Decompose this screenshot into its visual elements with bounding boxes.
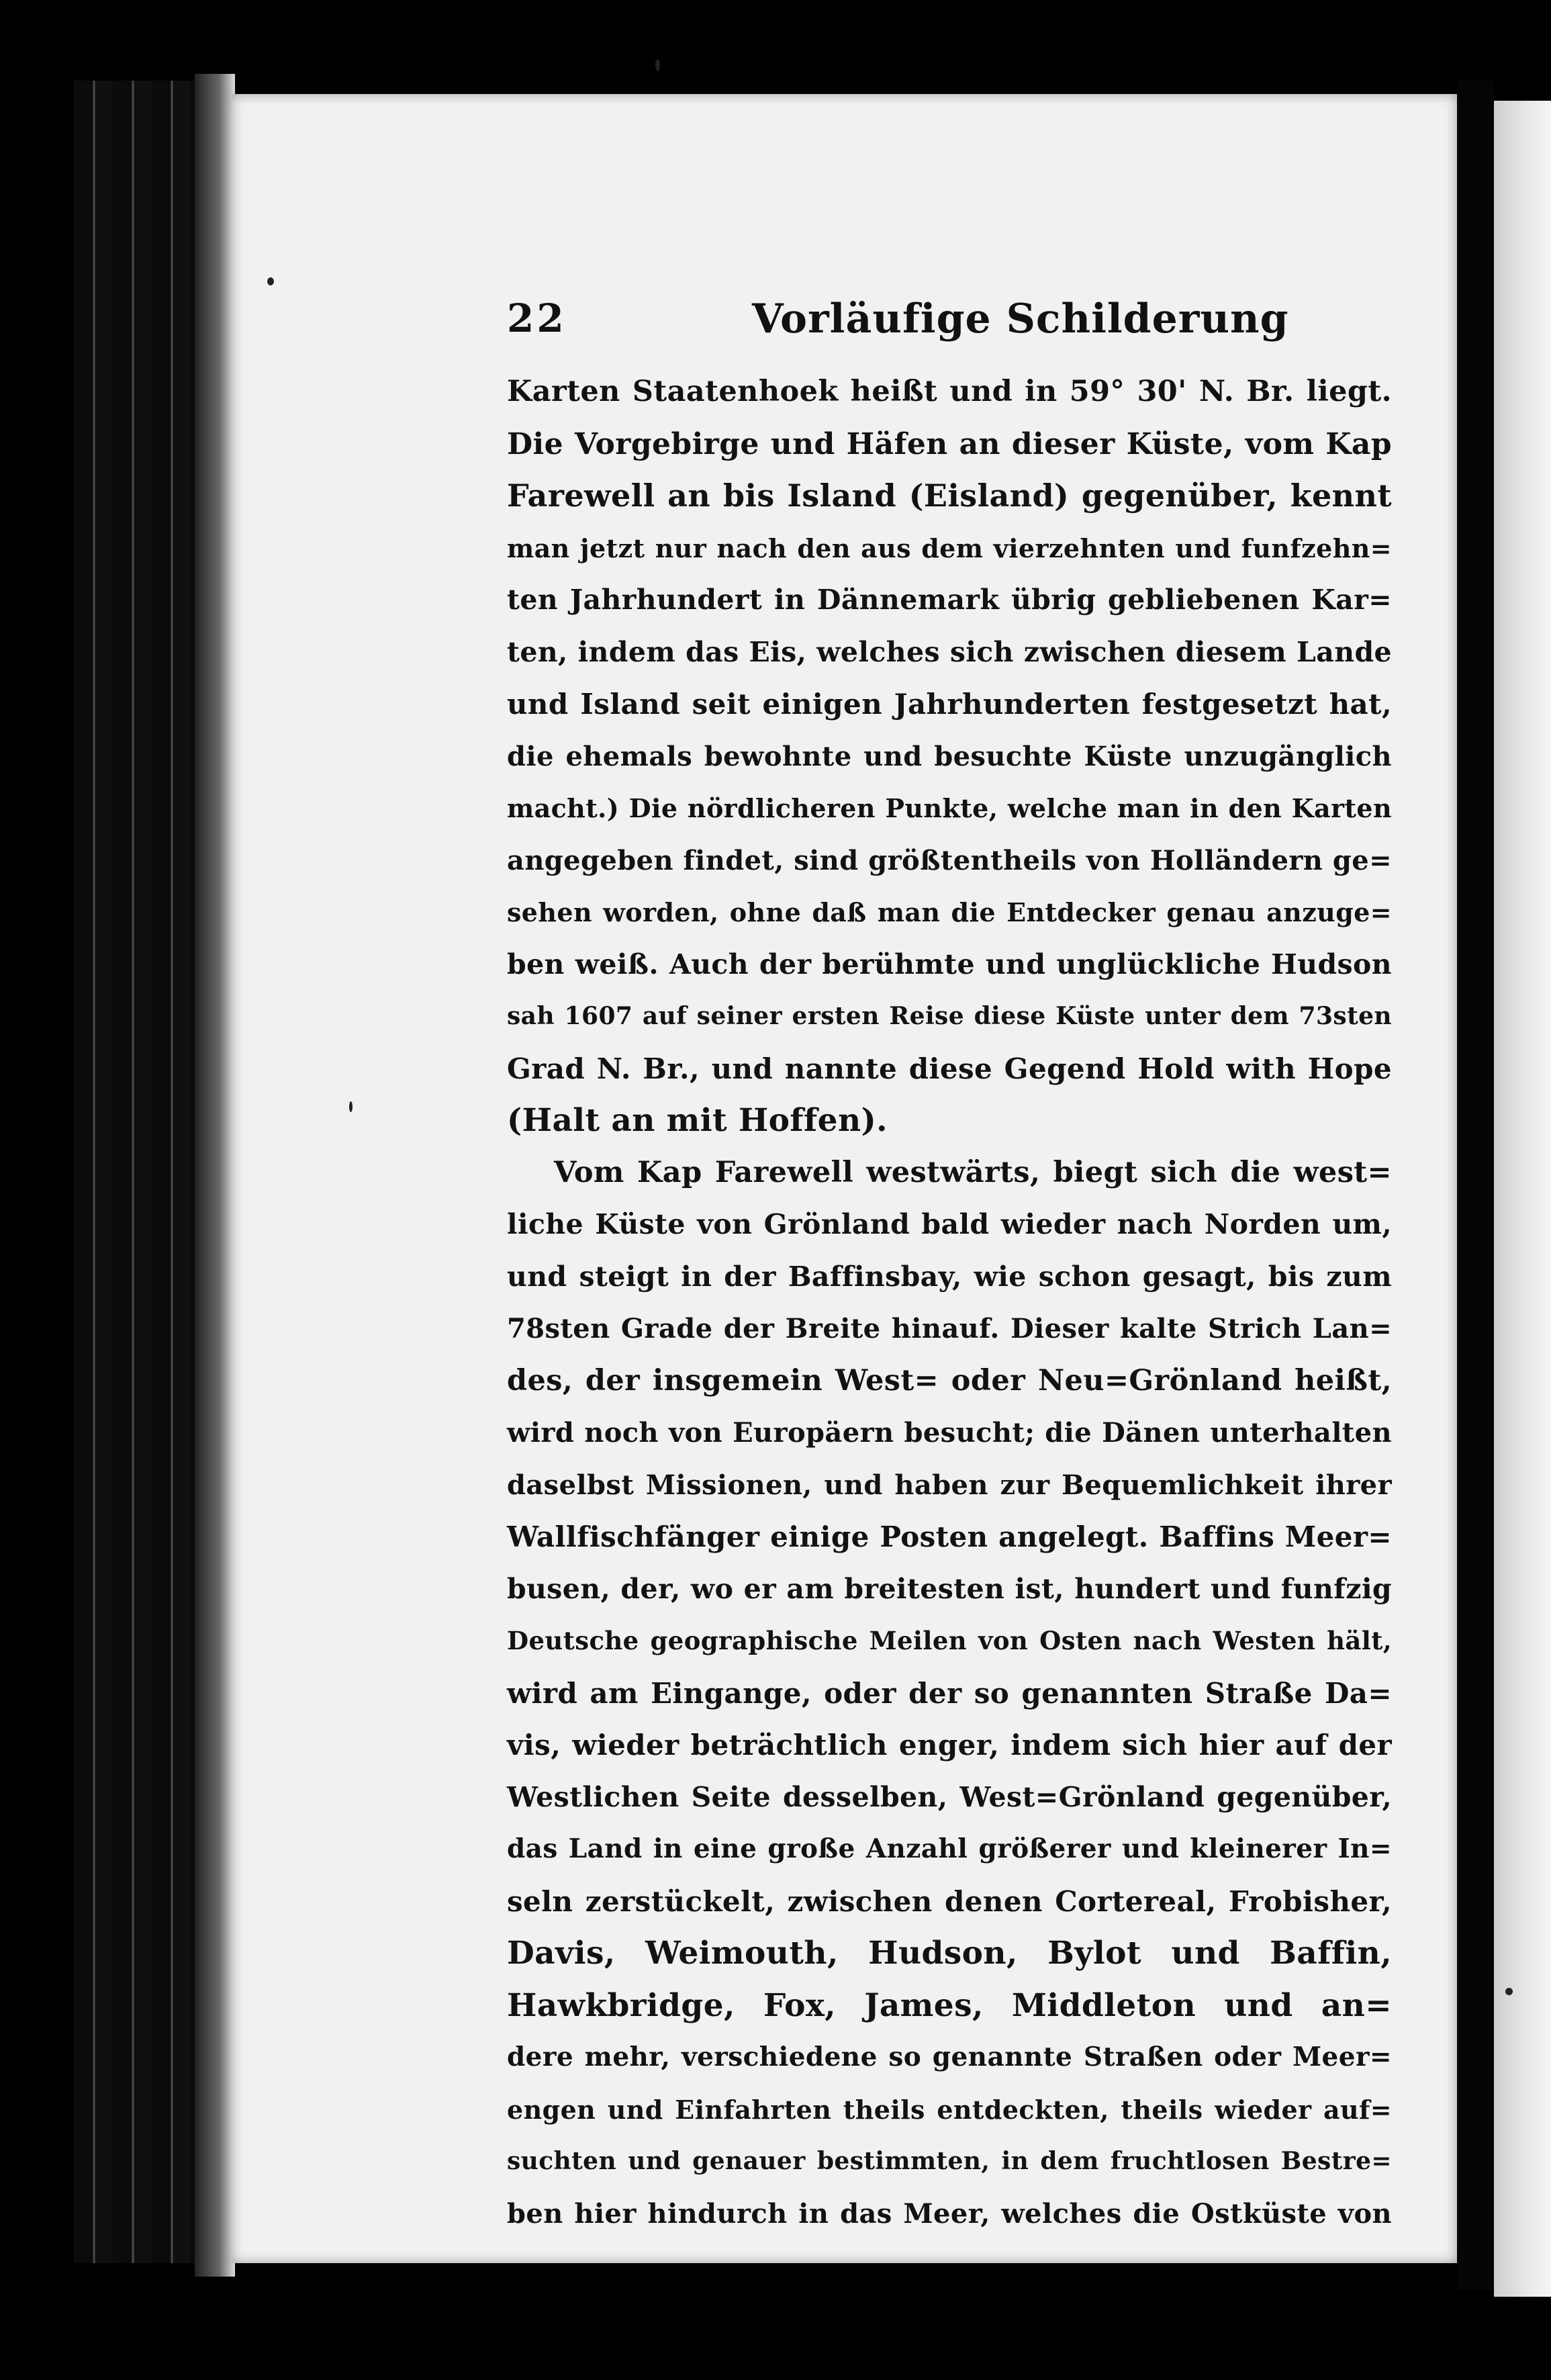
text-line: sehen worden, ohne daß man die Entdecker genau anzuge= [507, 897, 1392, 927]
text-line: daselbst Missionen, und haben zur Bequemlichkeit ihrer [507, 1469, 1392, 1501]
text-line: (Halt an mit Hoffen). [507, 1102, 888, 1139]
text-line: seln zerstückelt, zwischen denen Cortereal, Frobisher, [507, 1884, 1392, 1918]
body-text [507, 366, 1392, 2240]
book-binding-edge [195, 74, 235, 2277]
text-line: sah 1607 auf seiner ersten Reise diese Küste unter dem 73sten [507, 1002, 1392, 1030]
text-line: und Island seit einigen Jahrhunderten festgesetzt hat, [507, 688, 1392, 721]
text-line: Farewell an bis Island (Eisland) gegenüber, kennt [507, 477, 1392, 514]
page-number: 22 [507, 295, 567, 341]
text-line: Westlichen Seite desselben, West=Grönland gegenüber, [507, 1780, 1392, 1813]
text-line: des, der insgemein West= oder Neu=Grönland heißt, [507, 1363, 1392, 1398]
text-line: Vom Kap Farewell westwärts, biegt sich die west= [554, 1155, 1392, 1189]
microfilm-gap [1457, 81, 1494, 2290]
text-line: Deutsche geographische Meilen von Osten nach Westen hält, [507, 1626, 1392, 1655]
dust-speck [349, 1101, 352, 1112]
text-line: suchten und genauer bestimmten, in dem fruchtlosen Bestre= [507, 2147, 1392, 2175]
text-line: liche Küste von Grönland bald wieder nach Norden um, [507, 1208, 1392, 1240]
text-line: wird noch von Europäern besucht; die Dänen unterhalten [507, 1417, 1392, 1449]
running-head [507, 295, 1380, 356]
text-line: wird am Eingange, oder der so genannten Straße Da= [507, 1676, 1392, 1710]
text-line: engen und Einfahrten theils entdeckten, theils wieder auf= [507, 2094, 1392, 2125]
text-line: man jetzt nur nach den aus dem vierzehnten und funfzehn= [507, 533, 1392, 563]
text-line: angegeben findet, sind größtentheils von Holländern ge= [507, 844, 1392, 876]
text-line: ten, indem das Eis, welches sich zwischen diesem Lande [507, 635, 1392, 668]
text-line: busen, der, wo er am breitesten ist, hundert und funfzig [507, 1572, 1392, 1605]
text-line: und steigt in der Baffinsbay, wie schon gesagt, bis zum [507, 1260, 1392, 1293]
text-line: Davis, Weimouth, Hudson, Bylot und Baffin, [507, 1935, 1392, 1972]
text-line: ben weiß. Auch der berühmte und unglückliche Hudson [507, 948, 1392, 980]
text-line: die ehemals bewohnte und besuchte Küste unzugänglich [507, 740, 1392, 772]
text-line: Hawkbridge, Fox, James, Middleton und an= [507, 1986, 1392, 2024]
text-line: macht.) Die nördlicheren Punkte, welche man in den Karten [507, 793, 1392, 823]
text-line: 78sten Grade der Breite hinauf. Dieser kalte Strich Lan= [507, 1313, 1392, 1344]
running-title: Vorläufige Schilderung [752, 295, 1289, 342]
text-line: Grad N. Br., und nannte diese Gegend Hold with Hope [507, 1052, 1392, 1085]
text-line: Karten Staatenhoek heißt und in 59° 30' N. Br. liegt. [507, 375, 1392, 408]
text-line: vis, wieder beträchtlich enger, indem sich hier auf der [507, 1729, 1392, 1761]
text-line: das Land in eine große Anzahl größerer und kleinerer In= [507, 1833, 1392, 1864]
dust-speck [655, 59, 660, 71]
text-line: ten Jahrhundert in Dännemark übrig gebliebenen Kar= [507, 584, 1392, 616]
dust-speck [1505, 1988, 1513, 1995]
text-line: Die Vorgebirge und Häfen an dieser Küste, vom Kap [507, 426, 1392, 461]
text-line: dere mehr, verschiedene so genannte Straßen oder Meer= [507, 2042, 1392, 2072]
text-line: ben hier hindurch in das Meer, welches die Ostküste von [507, 2197, 1392, 2230]
facing-page-edge [1494, 101, 1551, 2297]
text-line: Wallfischfänger einige Posten angelegt. Baffins Meer= [507, 1520, 1392, 1553]
dust-speck [267, 277, 274, 285]
